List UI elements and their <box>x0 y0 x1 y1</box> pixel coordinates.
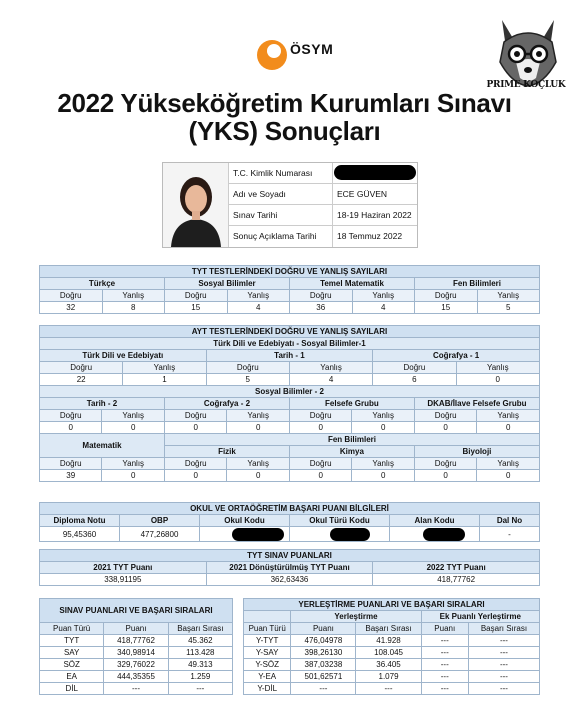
ranks-col: Puan Türü <box>40 623 104 635</box>
count-cell: 6 <box>373 374 456 386</box>
tyt-counts-table <box>39 265 540 314</box>
table-cell: --- <box>421 671 468 683</box>
redaction-bar <box>423 528 465 541</box>
col-label: Yanlış <box>123 362 206 374</box>
table-cell: --- <box>421 659 468 671</box>
col-label: Doğru <box>206 362 289 374</box>
tyt-subject: Fen Bilimleri <box>415 278 540 290</box>
col-label: Doğru <box>414 410 476 422</box>
count-cell: 15 <box>165 302 228 314</box>
obp-col: OBP <box>120 515 200 527</box>
table-cell: SAY <box>40 647 104 659</box>
ranks-table <box>39 598 233 695</box>
osym-logo-mark <box>257 40 287 70</box>
count-cell: 0 <box>352 422 414 434</box>
col-label: Doğru <box>414 458 476 470</box>
table-cell: 113.428 <box>168 647 232 659</box>
col-label: Doğru <box>290 290 353 302</box>
table-cell: 45.362 <box>168 635 232 647</box>
placement-table <box>243 598 540 695</box>
table-cell: 41.928 <box>356 635 421 647</box>
col-label: Doğru <box>373 362 456 374</box>
exam-date-label: Sınav Tarihi <box>229 205 333 225</box>
result-date-value: 18 Temmuz 2022 <box>337 231 403 241</box>
obp-header: OKUL VE ORTAÖĞRETİM BAŞARI PUANI BİLGİLERİ <box>40 503 540 515</box>
table-cell: Y-SÖZ <box>244 659 291 671</box>
obp-col: Okul Kodu <box>200 515 290 527</box>
col-label: Yanlış <box>352 290 415 302</box>
table-cell: 108.045 <box>356 647 421 659</box>
count-cell: 0 <box>414 470 476 482</box>
candidate-photo <box>163 163 229 247</box>
ayt-header: AYT TESTLERİNDEKİ DOĞRU VE YANLIŞ SAYILARI <box>40 326 540 338</box>
redaction-bar <box>232 528 284 541</box>
count-cell: 0 <box>289 470 351 482</box>
osym-logo <box>257 40 333 70</box>
table-cell: --- <box>468 659 539 671</box>
tyt-subject: Türkçe <box>40 278 165 290</box>
redaction-bar <box>330 528 370 541</box>
table-cell: --- <box>421 647 468 659</box>
table-cell: SÖZ <box>40 659 104 671</box>
tyt-score-value: 418,77762 <box>373 574 540 586</box>
col-label: Doğru <box>289 458 351 470</box>
count-cell: 4 <box>352 302 415 314</box>
table-cell: --- <box>104 683 168 695</box>
table-cell: Y-DİL <box>244 683 291 695</box>
table-cell: 418,77762 <box>104 635 168 647</box>
count-cell: 1 <box>123 374 206 386</box>
placement-col: Puan Türü <box>244 623 291 635</box>
ayt-group2: Sosyal Bilimler - 2 <box>40 386 540 398</box>
ayt-fen-label: Fen Bilimleri <box>164 434 539 446</box>
count-cell: 0 <box>102 470 164 482</box>
tyt-score-col: 2021 TYT Puanı <box>40 562 207 574</box>
table-cell: --- <box>168 683 232 695</box>
col-label: Yanlış <box>102 290 165 302</box>
table-cell: 476,04978 <box>291 635 356 647</box>
exam-date-row <box>229 205 417 226</box>
ranks-header: SINAV PUANLARI VE BAŞARI SIRALARI <box>40 599 233 623</box>
col-label: Yanlış <box>477 290 540 302</box>
page-subtitle: (YKS) Sonuçları <box>188 116 381 146</box>
portrait-icon <box>163 163 229 247</box>
count-cell: 0 <box>164 470 226 482</box>
tyt-score-header: TYT SINAV PUANLARI <box>40 550 540 562</box>
col-label: Doğru <box>165 290 228 302</box>
name-label: Adı ve Soyadı <box>229 184 333 204</box>
col-label: Yanlış <box>477 458 540 470</box>
ayt-subject: Coğrafya - 2 <box>164 398 289 410</box>
col-label: Yanlış <box>102 410 164 422</box>
ayt-subject: Tarih - 2 <box>40 398 165 410</box>
ayt-subject: Felsefe Grubu <box>289 398 414 410</box>
col-label: Yanlış <box>227 290 290 302</box>
col-label: Doğru <box>40 458 102 470</box>
count-cell: 5 <box>206 374 289 386</box>
redaction-bar <box>334 165 416 180</box>
obp-col: Okul Türü Kodu <box>290 515 390 527</box>
obp-col: Dal No <box>480 515 540 527</box>
table-cell: --- <box>468 635 539 647</box>
col-label: Doğru <box>164 458 226 470</box>
table-cell: Y-TYT <box>244 635 291 647</box>
col-label: Yanlış <box>227 410 289 422</box>
table-cell: --- <box>468 671 539 683</box>
osym-logo-text: ÖSYM <box>290 41 334 57</box>
col-label: Doğru <box>164 410 226 422</box>
count-cell: 8 <box>102 302 165 314</box>
count-cell: 0 <box>414 422 476 434</box>
col-label: Yanlış <box>102 458 164 470</box>
table-cell: EA <box>40 671 104 683</box>
obp-table <box>39 502 540 542</box>
name-value: ECE GÜVEN <box>337 189 388 199</box>
placement-col: Başarı Sırası <box>468 623 539 635</box>
table-cell: Y-SAY <box>244 647 291 659</box>
ayt-subject: Türk Dili ve Edebiyatı <box>40 350 207 362</box>
tyt-subject: Temel Matematik <box>290 278 415 290</box>
count-cell: 0 <box>227 470 289 482</box>
col-label: Doğru <box>289 410 351 422</box>
col-label: Yanlış <box>289 362 372 374</box>
ranks-col: Başarı Sırası <box>168 623 232 635</box>
tyt-header: TYT TESTLERİNDEKİ DOĞRU VE YANLIŞ SAYILARI <box>40 266 540 278</box>
table-cell: 36.405 <box>356 659 421 671</box>
table-cell: 49.313 <box>168 659 232 671</box>
tyt-score-value: 362,63436 <box>206 574 373 586</box>
diploma-value: 95,45360 <box>40 527 120 542</box>
col-label: Yanlış <box>456 362 539 374</box>
table-cell: 340,98914 <box>104 647 168 659</box>
obp-col: Diploma Notu <box>40 515 120 527</box>
table-cell: DİL <box>40 683 104 695</box>
ayt-subject: DKAB/İlave Felsefe Grubu <box>414 398 539 410</box>
table-cell: --- <box>356 683 421 695</box>
table-cell: 444,35355 <box>104 671 168 683</box>
count-cell: 36 <box>290 302 353 314</box>
table-cell: 501,62571 <box>291 671 356 683</box>
count-cell: 0 <box>477 422 540 434</box>
count-cell: 15 <box>415 302 478 314</box>
ayt-subject: Fizik <box>164 446 289 458</box>
count-cell: 0 <box>289 422 351 434</box>
count-cell: 0 <box>102 422 164 434</box>
placement-header: YERLEŞTİRME PUANLARI VE BAŞARI SIRALARI <box>244 599 540 611</box>
placement-sub1: Yerleştirme <box>291 611 421 623</box>
count-cell: 4 <box>289 374 372 386</box>
tyt-subject: Sosyal Bilimler <box>165 278 290 290</box>
table-cell: Y-EA <box>244 671 291 683</box>
obp-value: 477,26800 <box>120 527 200 542</box>
ayt-math-label: Matematik <box>40 434 165 458</box>
table-cell: TYT <box>40 635 104 647</box>
table-cell: --- <box>421 635 468 647</box>
count-cell: 5 <box>477 302 540 314</box>
ayt-subject: Kimya <box>289 446 414 458</box>
ayt-subject: Tarih - 1 <box>206 350 373 362</box>
ayt-subject: Biyoloji <box>414 446 539 458</box>
table-cell: --- <box>468 647 539 659</box>
col-label: Yanlış <box>477 410 540 422</box>
count-cell: 32 <box>40 302 103 314</box>
placement-col: Başarı Sırası <box>356 623 421 635</box>
placement-col: Puanı <box>421 623 468 635</box>
tyt-score-table <box>39 549 540 586</box>
name-row <box>229 184 417 205</box>
tyt-score-col: 2021 Dönüştürülmüş TYT Puanı <box>206 562 373 574</box>
count-cell: 0 <box>477 470 540 482</box>
placement-spacer <box>244 611 291 623</box>
count-cell: 4 <box>227 302 290 314</box>
obp-col: Alan Kodu <box>390 515 480 527</box>
col-label: Doğru <box>40 410 102 422</box>
placement-col: Puanı <box>291 623 356 635</box>
count-cell: 22 <box>40 374 123 386</box>
ayt-counts-table <box>39 325 540 482</box>
tyt-score-value: 338,91195 <box>40 574 207 586</box>
result-date-row <box>229 226 417 247</box>
count-cell: 0 <box>352 470 414 482</box>
ayt-group1: Türk Dili ve Edebiyatı - Sosyal Bilimler-1 <box>40 338 540 350</box>
tyt-score-col: 2022 TYT Puanı <box>373 562 540 574</box>
count-cell: 39 <box>40 470 102 482</box>
table-cell: 1.259 <box>168 671 232 683</box>
count-cell: 0 <box>164 422 226 434</box>
count-cell: 0 <box>40 422 102 434</box>
col-label: Doğru <box>40 362 123 374</box>
table-cell: 329,76022 <box>104 659 168 671</box>
placement-sub2: Ek Puanlı Yerleştirme <box>421 611 539 623</box>
table-cell: --- <box>291 683 356 695</box>
count-cell: 0 <box>456 374 539 386</box>
ayt-subject: Coğrafya - 1 <box>373 350 540 362</box>
col-label: Doğru <box>415 290 478 302</box>
page-title: 2022 Yükseköğretim Kurumları Sınavı <box>57 88 512 118</box>
branch-value: - <box>480 527 540 542</box>
table-cell: --- <box>468 683 539 695</box>
result-date-label: Sonuç Açıklama Tarihi <box>229 226 333 247</box>
exam-date-value: 18-19 Haziran 2022 <box>337 210 412 220</box>
col-label: Yanlış <box>227 458 289 470</box>
ranks-col: Puanı <box>104 623 168 635</box>
id-number-label: T.C. Kimlik Numarası <box>229 163 333 183</box>
table-cell: 1.079 <box>356 671 421 683</box>
col-label: Yanlış <box>352 458 414 470</box>
count-cell: 0 <box>227 422 289 434</box>
table-cell: --- <box>421 683 468 695</box>
watermark-label: PRIME KOÇLUK <box>486 80 566 90</box>
table-cell: 398,26130 <box>291 647 356 659</box>
col-label: Yanlış <box>352 410 414 422</box>
col-label: Doğru <box>40 290 103 302</box>
table-cell: 387,03238 <box>291 659 356 671</box>
